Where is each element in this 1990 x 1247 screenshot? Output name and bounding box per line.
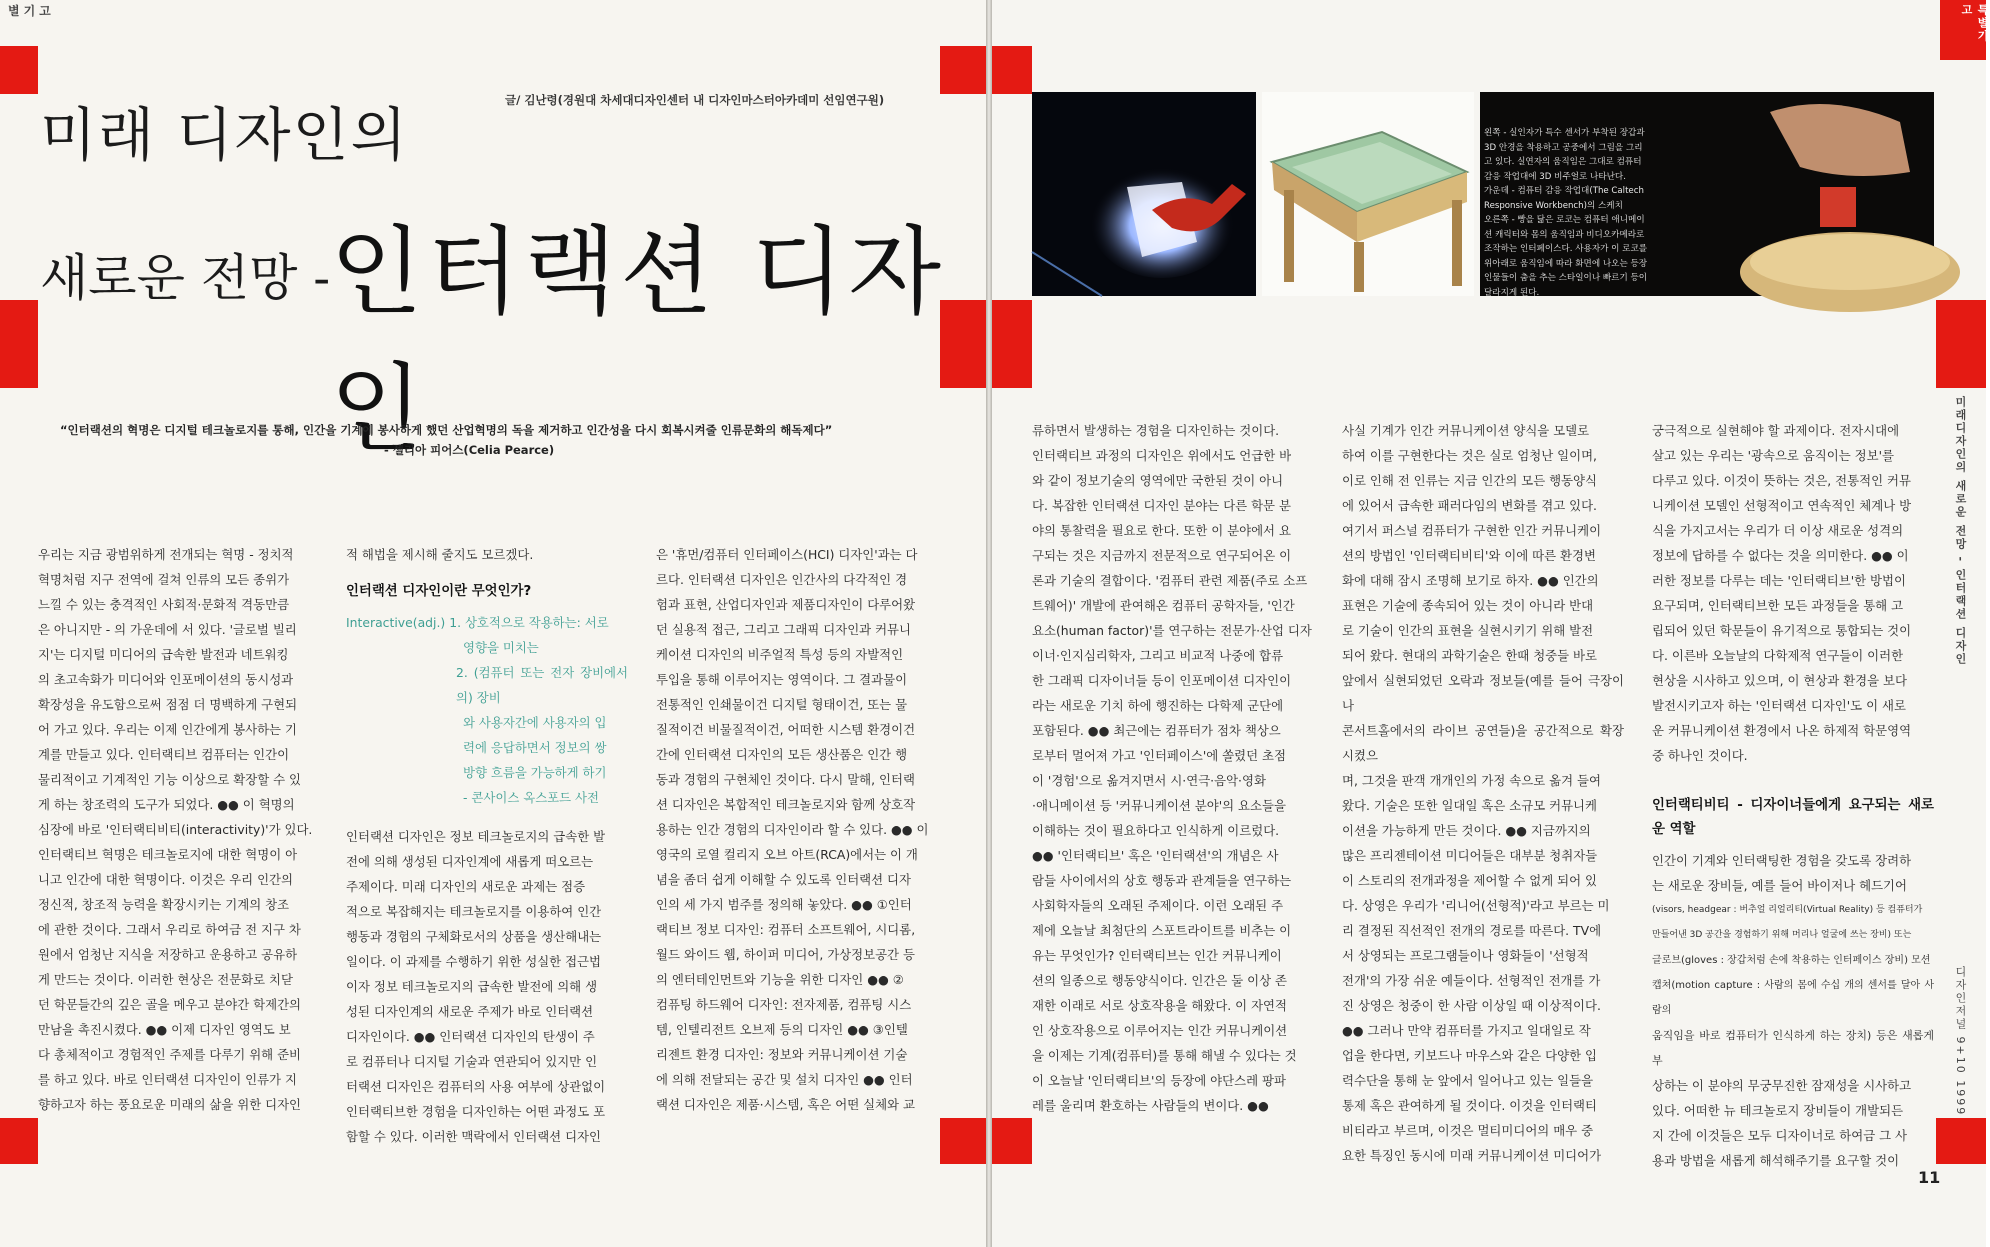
text-line: 다. 복잡한 인터랙션 디자인 분야는 다른 학문 분 — [1032, 498, 1291, 513]
pull-quote: “인터랙션의 혁명은 디지털 테크놀로지를 통해, 인간을 기계에 봉사하게 했던 산업혁명의 독을 제거하고 인간성을 다시 회복시켜줄 인류문화의 해독제다” — [60, 423, 833, 437]
text-line: 니고 인간에 대한 혁명이다. 이것은 우리 인간의 — [38, 872, 293, 887]
text-line: 에 의해 전달되는 공간 및 설치 디자인 ●● 인터 — [656, 1072, 913, 1087]
text-line: 게 하는 창조력의 도구가 되었다. ●● 이 혁명의 — [38, 797, 295, 812]
text-line: 서 상영되는 프로그램들이나 영화들이 '선형적 — [1342, 948, 1589, 963]
text-line: 전개'의 가장 쉬운 예들이다. 선형적인 전개를 가 — [1342, 973, 1601, 988]
text-line: 적 해법을 제시해 줄지도 모르겠다. — [346, 547, 534, 562]
text-line: 러한 정보를 다루는 데는 '인터랙티브'한 방법이 — [1652, 573, 1906, 588]
text-line: 이 오늘날 '인터랙티브'의 등장에 야단스레 팡파 — [1032, 1073, 1286, 1088]
text-line: 념을 좀더 쉽게 이해할 수 있도록 인터랙션 디자 — [656, 872, 911, 887]
text-line: 용과 방법을 새롭게 해석해주기를 요구할 것이 — [1652, 1153, 1900, 1168]
text-line: 험과 표현, 산업디자인과 제품디자인이 다루어왔 — [656, 597, 916, 612]
text-line: (visors, headgear : 버추얼 리얼리티(Virtual Reality) 등 컴퓨터가 — [1652, 905, 1923, 915]
text-line: 어 가고 있다. 우리는 이제 인간에게 봉사하는 기 — [38, 722, 297, 737]
text-line: 며, 그것을 판객 개개인의 가정 속으로 옮겨 들여 — [1342, 773, 1601, 788]
text-line: 하여 이를 구현한다는 것은 실로 엄청난 일이며, — [1342, 448, 1597, 463]
title-line-2a: 새로운 전망 - — [40, 249, 331, 307]
definition-line: 방향 흐름을 가능하게 하기 — [463, 765, 607, 780]
text-line: 행동과 경험의 구체화로서의 상품을 생산해내는 — [346, 929, 602, 944]
caption-right: 오른쪽 - 빵을 닮은 로코는 컴퓨터 애니메이션 캐릭터와 몸의 움직임과 비디오카메라로 조작하는 인터페이스다. 사용자가 이 로코를 위아래로 움직임에 따라 화면에 나오는 등장인물들이 춤을 추는 스타일이나 빠르기 등이 달라지게 된다. — [1484, 215, 1648, 298]
text-line: 우리는 지금 광범위하게 전개되는 혁명 - 정치적 — [38, 547, 294, 562]
text-line: 느낄 수 있는 충격적인 사회적·문화적 격동만큼 — [38, 597, 290, 612]
text-line: 현상을 시사하고 있으며, 이 현상과 환경을 보다 — [1652, 673, 1907, 688]
text-line: 다. 이른바 오늘날의 다학제적 연구들이 이러한 — [1652, 648, 1904, 663]
red-square — [940, 46, 986, 94]
text-line: 레를 울리며 환호하는 사람들의 변이다. ●● — [1032, 1098, 1269, 1113]
text-line: 월드 와이드 웹, 하이퍼 미디어, 가상정보공간 등 — [656, 947, 915, 962]
text-line: 함할 수 있다. 이러한 맥락에서 인터랙션 디자인 — [346, 1129, 601, 1144]
text-line: 이해하는 것이 필요하다고 인식하게 이르렀다. — [1032, 823, 1280, 838]
text-line: 다. 상영은 우리가 '리니어(선형적)'라고 부르는 미 — [1342, 898, 1610, 913]
text-line: ●● 그러나 만약 컴퓨터를 가지고 일대일로 작 — [1342, 1023, 1591, 1038]
text-line: 트웨어)' 개발에 관여해온 컴퓨터 공학자들, '인간 — [1032, 598, 1295, 613]
text-line: 많은 프리젠테이션 미디어들은 대부분 청취자들 — [1342, 848, 1598, 863]
text-line: 션의 일종으로 행동양식이다. 인간은 둘 이상 존 — [1032, 973, 1287, 988]
text-line: 되어 왔다. 현대의 과학기술은 한때 청중들 바로 — [1342, 648, 1597, 663]
text-line: 립되어 있던 학문들이 유기적으로 통합되는 것이 — [1652, 623, 1912, 638]
caption-middle: 가운데 - 컴퓨터 감응 작업대(The Caltech Responsive Workbench)의 스케치 — [1484, 186, 1644, 211]
text-line: 글로브(gloves : 장갑처럼 손에 착용하는 인터페이스 장비) 모션 — [1652, 955, 1931, 966]
text-line: 확장성을 유도함으로써 점점 더 명백하게 구현되 — [38, 697, 298, 712]
text-line: 용하는 인간 경험의 디자인이라 할 수 있다. ●● 이 — [656, 822, 929, 837]
text-line: 업을 한다면, 키보드나 마우스와 같은 다양한 입 — [1342, 1048, 1597, 1063]
text-line: 적으로 복잡해지는 테크놀로지를 이용하여 인간 — [346, 904, 602, 919]
text-line: 로 기술이 인간의 표현을 실현시키기 위해 발전 — [1342, 623, 1594, 638]
text-line: 를 하고 있다. 바로 인터랙션 디자인이 인류가 지 — [38, 1072, 297, 1087]
text-line: 제에 오늘날 최첨단의 스포트라이트를 비추는 이 — [1032, 923, 1292, 938]
text-line: 게 만드는 것이다. 이러한 현상은 전문화로 치닫 — [38, 972, 293, 987]
text-line: 션 디자인은 복합적인 테크놀로지와 함께 상호작 — [656, 797, 916, 812]
text-line: 비티라고 부르며, 이것은 멀티미디어의 매우 중 — [1342, 1123, 1594, 1138]
red-square — [992, 46, 1032, 94]
text-line: 간에 인터랙션 디자인의 모든 생산품은 인간 행 — [656, 747, 908, 762]
text-line: 사실 기계가 인간 커뮤니케이션 양식을 모델로 — [1342, 423, 1590, 438]
photo-workbench-sketch — [1262, 92, 1474, 296]
text-line: 라는 새로운 기치 하에 행진하는 다학제 군단에 — [1032, 698, 1284, 713]
photo-virtual-drawing — [1032, 92, 1256, 296]
text-line: 요소(human factor)'를 연구하는 전문가·산업 디자 — [1032, 623, 1312, 638]
text-line: 은 '휴먼/컴퓨터 인터페이스(HCI) 디자인'과는 다 — [656, 547, 918, 562]
text-line: 리젠트 환경 디자인: 정보와 커뮤니케이션 기술 — [656, 1047, 908, 1062]
text-line: 디자인이다. ●● 인터랙션 디자인의 탄생이 주 — [346, 1029, 595, 1044]
definition-line: Interactive(adj.) 1. 상호적으로 작용하는: 서로 — [346, 615, 609, 630]
body-column-3 — [656, 542, 940, 1117]
text-line: 있다. 어떠한 뉴 테크놀로지 장비들이 개발되든 — [1652, 1103, 1904, 1118]
text-line: 던 실용적 접근, 그리고 그래픽 디자인과 커뮤니 — [656, 622, 911, 637]
red-square — [1936, 300, 1986, 388]
definition-line: 와 사용자간에 사용자의 입 — [463, 715, 607, 730]
text-line: 포함된다. ●● 최근에는 컴퓨터가 점차 책상으 — [1032, 723, 1281, 738]
text-line: 니케이션 모델인 선형적이고 연속적인 체계나 방 — [1652, 498, 1912, 513]
text-line: 다 총체적이고 경험적인 주제를 다루기 위해 준비 — [38, 1047, 302, 1062]
right-body-column-3 — [1652, 418, 1934, 1173]
text-line: 에 관한 것이다. 그래서 우리로 하여금 전 지구 차 — [38, 922, 301, 937]
side-tag-bottom: 디자인저널 9+10 1999 — [1954, 966, 1967, 1117]
text-line: 만들어낸 3D 공간을 경험하기 위해 머리나 얼굴에 쓰는 장비) 또는 — [1652, 930, 1912, 940]
text-line: 터랙션 디자인은 컴퓨터의 사용 여부에 상관없이 — [346, 1079, 606, 1094]
text-line: 정신적, 창조적 능력을 확장시키는 기계의 창조 — [38, 897, 290, 912]
text-line: 케이션 디자인의 비주얼적 특성 등의 자발적인 — [656, 647, 904, 662]
text-line: 사회학자들의 오래된 주제이다. 이런 오래된 주 — [1032, 898, 1284, 913]
text-line: 계를 만들고 있다. 인터랙티브 컴퓨터는 인간이 — [38, 747, 290, 762]
text-line: 션의 방법인 '인터랙티비티'와 이에 따른 환경변 — [1342, 548, 1596, 563]
text-line: 지'는 디지털 미디어의 급속한 발전과 네트워킹 — [38, 647, 289, 662]
title-line-1: 미래 디자인의 — [40, 101, 409, 169]
text-line: 다루고 있다. 이것이 뜻하는 것은, 전통적인 커뮤 — [1652, 473, 1911, 488]
text-line: 이 스토리의 전개과정을 제어할 수 없게 되어 있 — [1342, 873, 1597, 888]
text-line: 의 엔터테인먼트와 기능을 위한 디자인 ●● ② — [656, 972, 904, 987]
text-line: 론과 기술의 결합이다. '컴퓨터 관련 제품(주로 소프 — [1032, 573, 1308, 588]
text-line: 와 같이 정보기술의 영역에만 국한된 것이 아니 — [1032, 473, 1284, 488]
text-line: 원에서 엄청난 지식을 저장하고 운용하고 공유하 — [38, 947, 298, 962]
text-line: 람들 사이에서의 상호 행동과 관계들을 연구하는 — [1032, 873, 1292, 888]
section-heading: 인터랙션 디자인이란 무엇인가? — [346, 584, 532, 599]
text-line: 컴퓨팅 하드웨어 디자인: 전자제품, 컴퓨팅 시스 — [656, 997, 912, 1012]
text-line: 콘서트홀에서의 라이브 공연들)을 공간적으로 확장시켰으 — [1342, 723, 1624, 763]
text-line: 요한 특징인 동시에 미래 커뮤니케이션 미디어가 — [1342, 1148, 1602, 1163]
text-line: 재한 이래로 서로 상호작용을 해왔다. 이 자연적 — [1032, 998, 1287, 1013]
text-line: 인터랙티브한 경험을 디자인하는 어떤 과정도 포 — [346, 1104, 606, 1119]
body-column-1 — [38, 542, 318, 1117]
text-line: 질적이건 비물질적이건, 어떠한 시스템 환경이건 — [656, 722, 916, 737]
text-line: 물리적이고 기계적인 기능 이상으로 확장할 수 있 — [38, 772, 302, 787]
text-line: 투입을 통해 이루어지는 영역이다. 그 결과물이 — [656, 672, 908, 687]
caption-left: 왼쪽 - 실인자가 특수 센서가 부착된 장갑과 3D 안경을 착용하고 공중에서 그림을 그리고 있다. 실연자의 움직임은 그대로 컴퓨터 감응 작업대에 3D 비주얼로 나타난다. — [1484, 128, 1645, 182]
text-line: 살고 있는 우리는 '광속으로 움직이는 정보'를 — [1652, 448, 1894, 463]
text-line: 주제이다. 미래 디자인의 새로운 과제는 점증 — [346, 879, 586, 894]
red-square — [0, 300, 38, 388]
title-line-2b: 인터랙션 디자인 — [330, 216, 945, 465]
text-line: 진 상영은 청중이 한 사람 이상일 때 이상적이다. — [1342, 998, 1601, 1013]
text-line: 중 하나인 것이다. — [1652, 748, 1748, 763]
text-line: 궁극적으로 실현해야 할 과제이다. 전자시대에 — [1652, 423, 1900, 438]
left-page — [0, 0, 986, 1247]
text-line: 유는 무엇인가? 인터랙티브는 인간 커뮤니케이 — [1032, 948, 1282, 963]
red-square — [0, 46, 38, 94]
text-line: 여기서 퍼스널 컴퓨터가 구현한 인간 커뮤니케이 — [1342, 523, 1602, 538]
text-line: 르다. 인터랙션 디자인은 인간사의 다각적인 경 — [656, 572, 908, 587]
text-line: 정보에 답하를 수 없다는 것을 의미한다. ●● 이 — [1652, 548, 1909, 563]
text-line: 식을 가지고서는 우리가 더 이상 새로운 성격의 — [1652, 523, 1904, 538]
section-header-tag: 별기고 — [8, 4, 55, 18]
text-line: 구되는 것은 지금까지 전문적으로 연구되어온 이 — [1032, 548, 1292, 563]
text-line: 은 아니지만 - 의 가운데에 서 있다. '글로벌 빌리 — [38, 622, 297, 637]
dictionary-definition — [346, 610, 628, 810]
text-line: 랙티브 정보 디자인: 컴퓨터 소프트웨어, 시디롬, — [656, 922, 916, 937]
page-number: 11 — [1918, 1168, 1941, 1187]
right-body-column-2 — [1342, 418, 1624, 1168]
byline: 글/ 김난령(경원대 차세대디자인센터 내 디자인마스터아카데미 선임연구원) — [505, 93, 885, 107]
text-line: 발전시키고자 하는 '인터랙션 디자인'도 이 새로 — [1652, 698, 1906, 713]
text-line: 지 간에 이것들은 모두 디자이너로 하여금 그 사 — [1652, 1128, 1907, 1143]
text-line: 움직임을 바로 컴퓨터가 인식하게 하는 장치) 등은 새롭게 부 — [1652, 1029, 1934, 1067]
text-line: 한 그래픽 디자이너들 등이 인포메이션 디자인이 — [1032, 673, 1292, 688]
red-square — [940, 1118, 986, 1164]
section-heading: 인터랙티비티 - 디자이너들에게 요구되는 새로운 역할 — [1652, 798, 1934, 837]
text-line: 전에 의해 생성된 디자인계에 새롭게 떠오르는 — [346, 854, 594, 869]
text-line: 력수단을 통해 눈 앞에서 일어나고 있는 일들을 — [1342, 1073, 1594, 1088]
text-line: 리 결정된 직선적인 전개의 경로를 따른다. TV에 — [1342, 923, 1602, 938]
text-line: 의 초고속화가 미디어와 인포메이션의 동시성과 — [38, 672, 294, 687]
text-line: 인터랙션 디자인은 정보 테크놀로지의 급속한 발 — [346, 829, 606, 844]
side-tag-mid: 미래디자인의 새로운 전망 - 인터랙션 디자인 — [1954, 396, 1967, 666]
photo-caption — [1484, 126, 1648, 300]
text-line: 을 이제는 기계(컴퓨터)를 통해 해낼 수 있다는 것 — [1032, 1048, 1297, 1063]
text-line: 랙션 디자인은 제품·시스템, 혹은 어떤 실체와 교 — [656, 1097, 915, 1112]
definition-line: 2. (컴퓨터 또는 전자 장비에서의) 장비 — [456, 665, 628, 705]
text-line: 캡쳐(motion capture : 사람의 몸에 수십 개의 센서를 달아 사람의 — [1652, 980, 1934, 1016]
text-line: ●● '인터랙티브' 혹은 '인터랙션'의 개념은 사 — [1032, 848, 1279, 863]
red-square — [0, 1118, 38, 1164]
text-line: 화에 대해 잠시 조명해 보기로 하자. ●● 인간의 — [1342, 573, 1599, 588]
text-line: 인터랙티브 과정의 디자인은 위에서도 언급한 바 — [1032, 448, 1292, 463]
text-line: 앞에서 실현되었던 오락과 정보들(예를 들어 극장이나 — [1342, 673, 1624, 713]
text-line: 인의 세 가지 범주를 정의해 놓았다. ●● ①인터 — [656, 897, 912, 912]
text-line: 던 학문들간의 깊은 골을 메우고 분야간 학제간의 — [38, 997, 302, 1012]
text-line: 심장에 바로 '인터랙티비티(interactivity)'가 있다. — [38, 822, 313, 837]
text-line: 류하면서 발생하는 경험을 디자인하는 것이다. — [1032, 423, 1280, 438]
body-column-2 — [346, 542, 628, 1149]
text-line: 표현은 기술에 종속되어 있는 것이 아니라 반대 — [1342, 598, 1594, 613]
text-line: 인간이 기계와 인터랙팅한 경험을 갖도록 장려하 — [1652, 853, 1912, 868]
side-tag-top: 특별기고 — [1960, 4, 1989, 43]
text-line: 통제 혹은 관여하게 될 것이다. 이것을 인터랙티 — [1342, 1098, 1597, 1113]
definition-line: 력에 응답하면서 정보의 쌍 — [463, 740, 607, 755]
text-line: 이 '경험'으로 옮겨지면서 시·연극·음악·영화 — [1032, 773, 1266, 788]
text-line: 로 컴퓨터나 디지털 기술과 연관되어 있지만 인 — [346, 1054, 598, 1069]
definition-line: 영향을 미치는 — [463, 640, 539, 655]
text-line: 로부터 멀어져 가고 '인터페이스'에 쏠렸던 초점 — [1032, 748, 1286, 763]
text-line: 혁명처럼 지구 전역에 걸쳐 인류의 모든 종위가 — [38, 572, 290, 587]
right-body-column-1 — [1032, 418, 1314, 1118]
text-line: 전통적인 인쇄물이건 디지털 형태이건, 또는 물 — [656, 697, 908, 712]
text-line: 인 상호작용으로 이루어지는 인간 커뮤니케이션 — [1032, 1023, 1288, 1038]
text-line: 성된 디자인계의 새로운 주제가 바로 인터랙션 — [346, 1004, 594, 1019]
text-line: 향하고자 하는 풍요로운 미래의 삶을 위한 디자인 — [38, 1097, 302, 1112]
pull-quote-author: - 셀리아 피어스(Celia Pearce) — [384, 443, 555, 457]
text-line: 이션을 가능하게 만든 것이다. ●● 지금까지의 — [1342, 823, 1591, 838]
text-line: 영국의 로열 컬리지 오브 아트(RCA)에서는 이 개 — [656, 847, 918, 862]
text-line: 이로 인해 전 인류는 지금 인간의 모든 행동양식 — [1342, 473, 1597, 488]
definition-source: - 콘사이스 옥스포드 사전 — [463, 790, 599, 805]
text-line: 야의 통찰력을 필요로 한다. 또한 이 분야에서 요 — [1032, 523, 1291, 538]
text-line: 만남을 촉진시켰다. ●● 이제 디자인 영역도 보 — [38, 1022, 291, 1037]
text-line: 요구되며, 인터랙티브한 모든 과정들을 통해 고 — [1652, 598, 1904, 613]
text-line: 템, 인텔리전트 오브제 등의 디자인 ●● ③인텔 — [656, 1022, 908, 1037]
text-line: 에 있어서 급속한 패러다임의 변화를 겪고 있다. — [1342, 498, 1597, 513]
red-square — [992, 1118, 1032, 1164]
text-line: 왔다. 기술은 또한 일대일 혹은 소규모 커뮤니케 — [1342, 798, 1597, 813]
text-line: 동과 경험의 구현체인 것이다. 다시 말해, 인터랙 — [656, 772, 915, 787]
text-line: 인터랙티브 혁명은 테크놀로지에 대한 혁명이 아 — [38, 847, 298, 862]
text-line: 운 커뮤니케이션 환경에서 나온 하제적 학문영역 — [1652, 723, 1912, 738]
text-line: ·애니메이션 등 '커뮤니케이션 분야'의 요소들을 — [1032, 798, 1286, 813]
red-square — [992, 300, 1032, 388]
text-line: 상하는 이 분야의 무궁무진한 잠재성을 시사하고 — [1652, 1078, 1912, 1093]
text-line: 이너·인지심리학자, 그리고 비교적 나중에 합류 — [1032, 648, 1284, 663]
text-line: 일이다. 이 과제를 수행하기 위한 성실한 접근법 — [346, 954, 601, 969]
text-line: 이자 정보 테크놀로지의 급속한 발전에 의해 생 — [346, 979, 598, 994]
text-line: 는 새로운 장비들, 예를 들어 바이저나 헤드기어 — [1652, 878, 1907, 893]
